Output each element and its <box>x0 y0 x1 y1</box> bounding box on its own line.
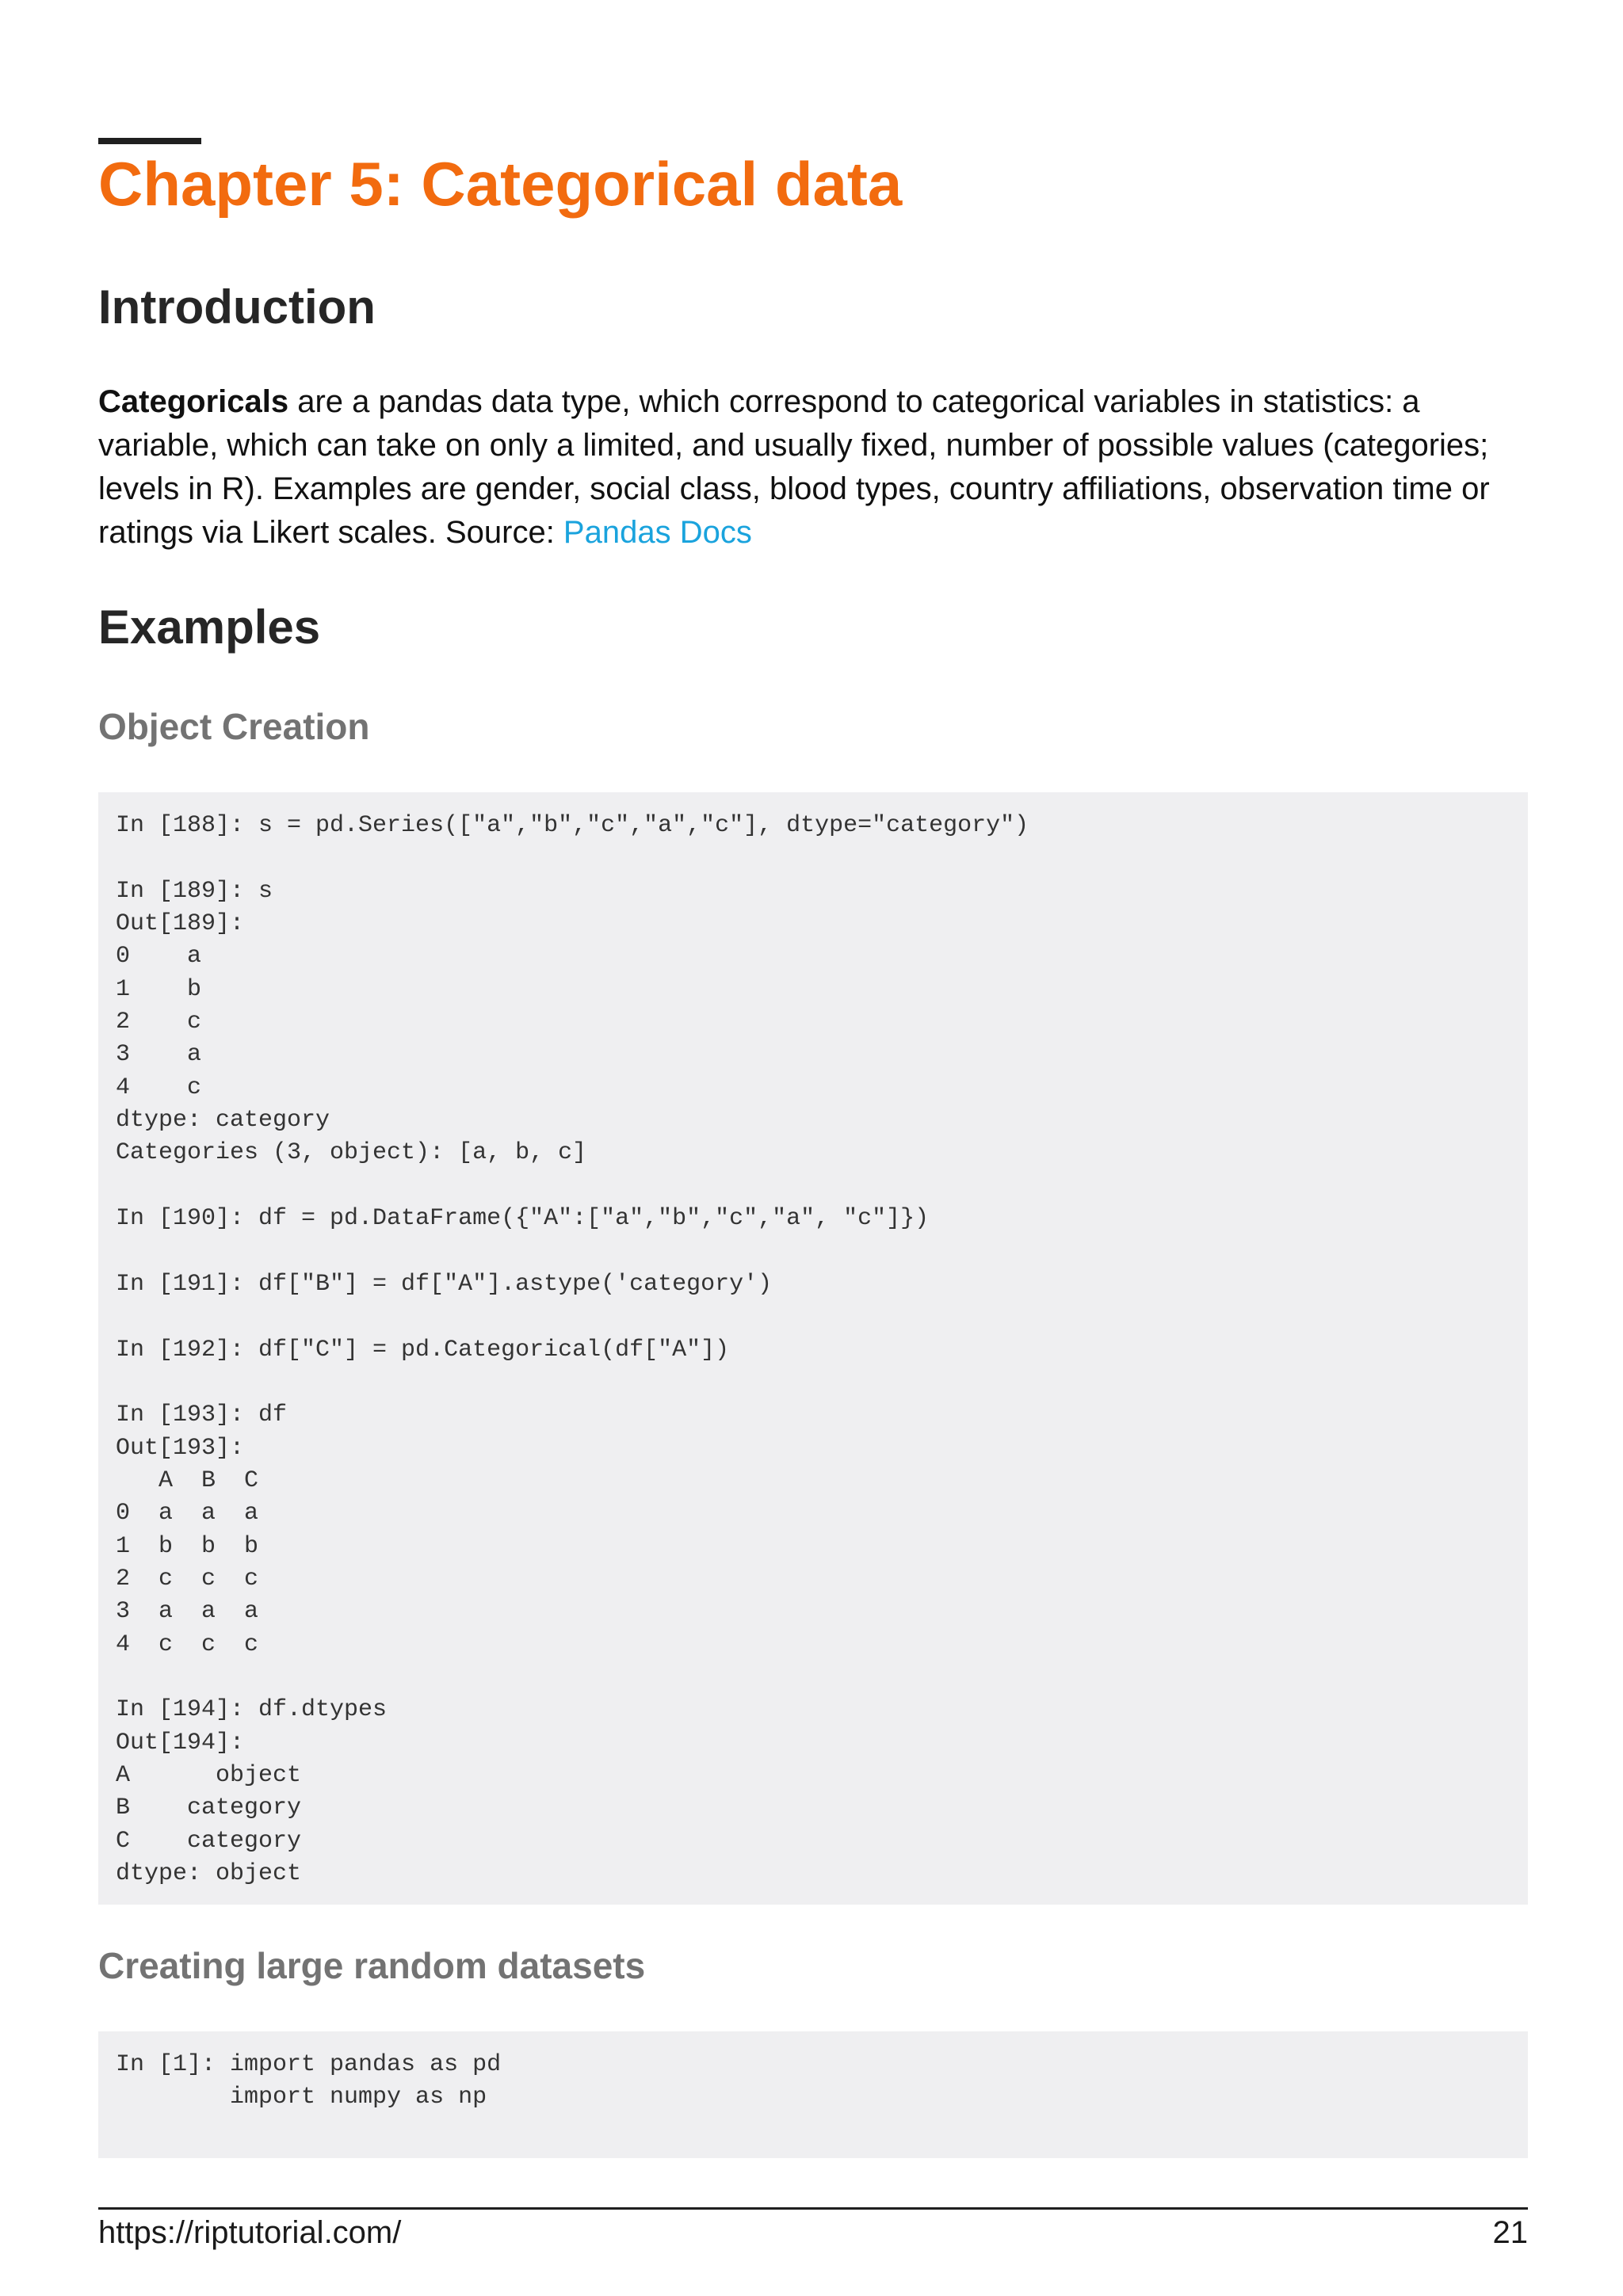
code-line <box>116 1170 1510 1203</box>
code-line: 0 a a a <box>116 1500 259 1527</box>
code-line <box>116 1661 1510 1694</box>
page-number: 21 <box>1492 2215 1528 2250</box>
code-line: Out[193]: <box>116 1434 245 1462</box>
code-line <box>116 1235 1510 1268</box>
code-line: Out[194]: <box>116 1729 245 1756</box>
code-line: 1 b <box>116 975 202 1003</box>
code-line: dtype: object <box>116 1860 302 1887</box>
code-line: In [1]: import pandas as pd <box>116 2051 502 2078</box>
code-line <box>116 1301 1510 1333</box>
code-line: 2 c c c <box>116 1565 259 1592</box>
footer-url: https://riptutorial.com/ <box>98 2215 402 2250</box>
code-line: C category <box>116 1827 302 1855</box>
code-line: In [192]: df["C"] = pd.Categorical(df["A"]) <box>116 1336 730 1363</box>
chapter-title: Chapter 5: Categorical data <box>98 149 903 219</box>
examples-heading: Examples <box>98 601 321 654</box>
categoricals-term: Categoricals <box>98 384 289 419</box>
introduction-body: are a pandas data type, which correspond to categorical variables in statistics: a variable, which can take on only a limited, and usually fixed, number of possible values (categories; levels in R). Examples are gender, social class, blood types, country affiliations, observation time or ratings via Likert scales. Source: <box>98 384 1490 550</box>
code-line <box>116 842 1510 875</box>
code-line: In [190]: df = pd.DataFrame({"A":["a","b","c","a", "c"]}) <box>116 1205 930 1233</box>
large-datasets-code-block <box>98 2031 1528 2158</box>
code-line: In [189]: s <box>116 877 273 905</box>
code-line: In [191]: df["B"] = df["A"].astype('category') <box>116 1270 773 1298</box>
code-line: 4 c <box>116 1074 202 1101</box>
introduction-paragraph <box>98 380 1528 555</box>
code-line: dtype: category <box>116 1107 330 1135</box>
code-line: In [188]: s = pd.Series(["a","b","c","a","c"], dtype="category") <box>116 812 1029 839</box>
pandas-docs-link[interactable]: Pandas Docs <box>563 515 752 550</box>
object-creation-heading: Object Creation <box>98 706 370 747</box>
code-line: 3 a a a <box>116 1598 259 1626</box>
introduction-heading: Introduction <box>98 280 376 334</box>
document-page <box>98 0 1528 2296</box>
code-line: Categories (3, object): [a, b, c] <box>116 1139 587 1167</box>
code-line: In [193]: df <box>116 1402 288 1429</box>
code-line: 0 a <box>116 943 202 971</box>
footer-rule <box>98 2207 1528 2210</box>
code-line: In [194]: df.dtypes <box>116 1696 388 1724</box>
code-line: A B C <box>116 1466 259 1494</box>
code-line: 2 c <box>116 1009 202 1036</box>
chapter-rule <box>98 138 201 144</box>
code-line: import numpy as np <box>116 2084 487 2111</box>
code-line: A object <box>116 1761 302 1789</box>
code-line: B category <box>116 1794 302 1822</box>
code-line <box>116 1367 1510 1399</box>
code-line: 1 b b b <box>116 1532 259 1560</box>
code-line: 3 a <box>116 1041 202 1069</box>
object-creation-code-block <box>98 792 1528 1905</box>
large-datasets-heading: Creating large random datasets <box>98 1945 646 1986</box>
code-line: 4 c c c <box>116 1630 259 1658</box>
code-line: Out[189]: <box>116 910 245 938</box>
